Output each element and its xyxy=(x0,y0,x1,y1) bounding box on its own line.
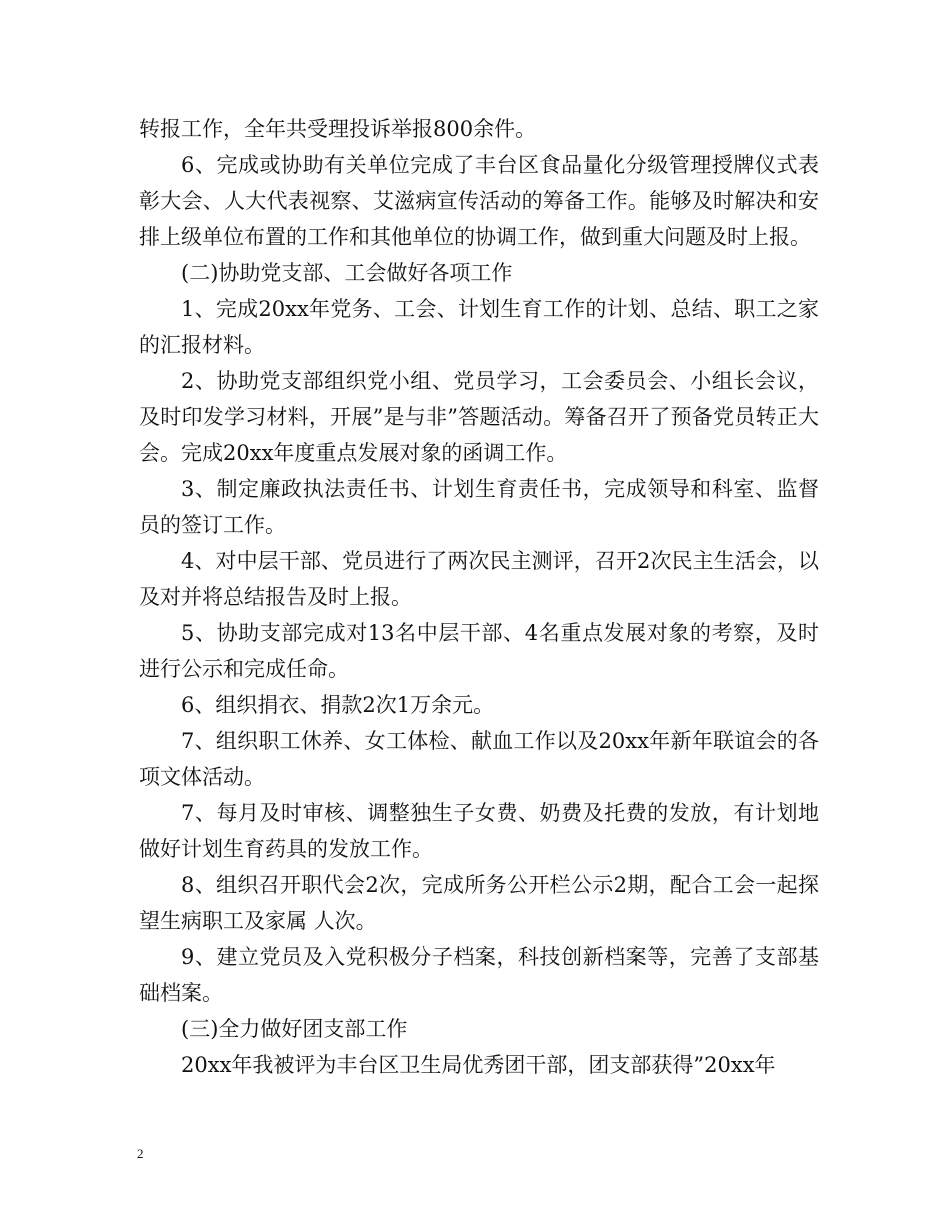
paragraph: 9、建立党员及入党积极分子档案，科技创新档案等，完善了支部基础档案。 xyxy=(139,945,819,1005)
paragraph: 1、完成20xx年党务、工会、计划生育工作的计划、总结、职工之家的汇报材料。 xyxy=(139,297,819,357)
paragraph: 7、组织职工休养、女工体检、献血工作以及20xx年新年联谊会的各项文体活动。 xyxy=(139,729,819,789)
paragraph: 6、组织捐衣、捐款2次1万余元。 xyxy=(181,693,495,717)
paragraph: 8、组织召开职代会2次，完成所务公开栏公示2期，配合工会一起探望生病职工及家属 人次。 xyxy=(139,873,819,933)
paragraph: 转报工作，全年共受理投诉举报800余件。 xyxy=(139,117,537,141)
paragraph: 20xx年我被评为丰台区卫生局优秀团干部，团支部获得”20xx年 xyxy=(181,1053,776,1077)
document-body xyxy=(139,111,819,1083)
paragraph: 2、协助党支部组织党小组、党员学习，工会委员会、小组长会议，及时印发学习材料，开展”是与非”答题活动。筹备召开了预备党员转正大会。完成20xx年度重点发展对象的函调工作。 xyxy=(139,369,819,465)
page-number: 2 xyxy=(137,1146,144,1161)
paragraph: 5、协助支部完成对13名中层干部、4名重点发展对象的考察，及时进行公示和完成任命。 xyxy=(139,621,819,681)
paragraph: 6、完成或协助有关单位完成了丰台区食品量化分级管理授牌仪式表彰大会、人大代表视察、艾滋病宣传活动的筹备工作。能够及时解决和安排上级单位布置的工作和其他单位的协调工作，做到重大问题及时上报。 xyxy=(139,153,819,249)
section-heading: (三)全力做好团支部工作 xyxy=(181,1017,408,1041)
paragraph: 4、对中层干部、党员进行了两次民主测评，召开2次民主生活会，以及对并将总结报告及时上报。 xyxy=(139,549,819,609)
paragraph: 3、制定廉政执法责任书、计划生育责任书，完成领导和科室、监督员的签订工作。 xyxy=(139,477,819,537)
paragraph: 7、每月及时审核、调整独生子女费、奶费及托费的发放，有计划地做好计划生育药具的发放工作。 xyxy=(139,801,819,861)
section-heading: (二)协助党支部、工会做好各项工作 xyxy=(181,261,513,285)
